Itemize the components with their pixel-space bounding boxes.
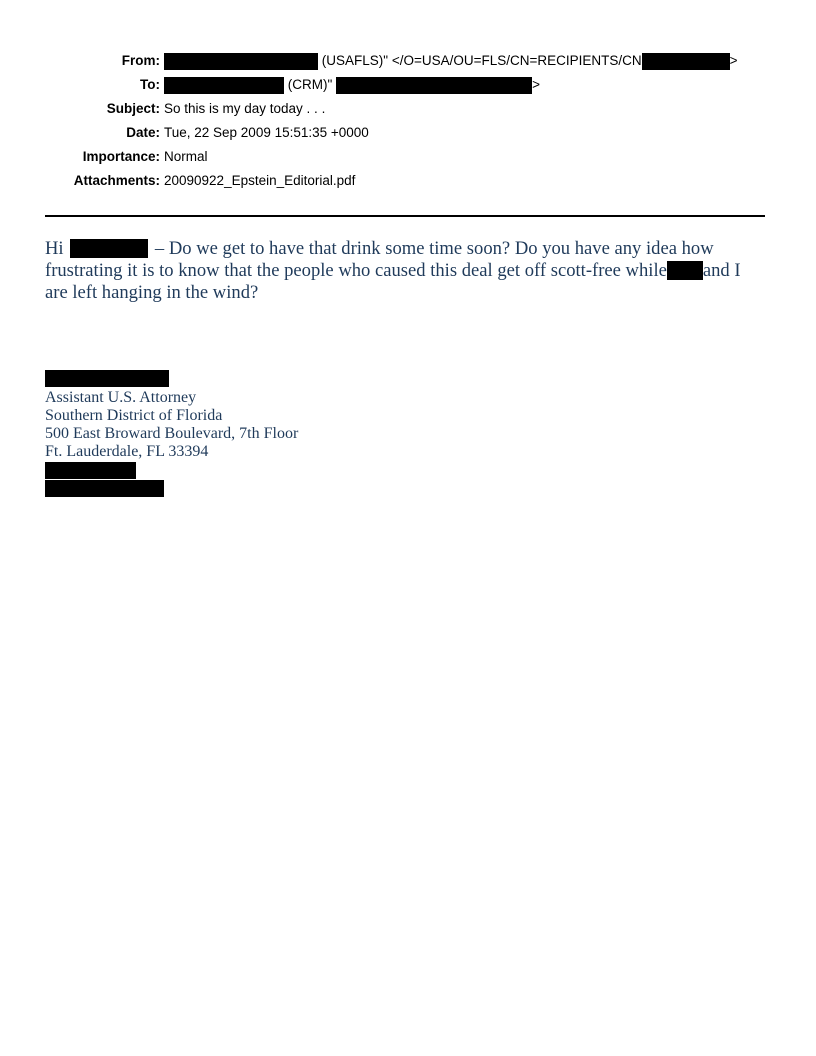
to-label: To:: [140, 77, 160, 92]
date-label: Date:: [126, 125, 160, 140]
redaction-bar: [164, 53, 318, 70]
to-address-text: (CRM)": [287, 77, 333, 93]
redaction-bar: [70, 239, 148, 258]
to-end: >: [532, 77, 540, 93]
subject-label: Subject:: [106, 101, 160, 116]
redaction-bar: [667, 261, 703, 280]
date-row: [0, 125, 816, 145]
attachments-label: Attachments:: [73, 173, 160, 188]
email-body: [45, 238, 760, 304]
body-text-part2: and I are left hanging in the wind?: [45, 260, 741, 303]
body-text-part1: – Do we get to have that drink some time soon? Do you have any idea how frustrating it is to know that the people who caused this deal get off scott-free while: [45, 238, 714, 281]
importance-label: Importance:: [82, 149, 160, 164]
attachments-row: [0, 173, 816, 193]
importance-row: [0, 149, 816, 169]
attachment-filename: 20090922_Epstein_Editorial.pdf: [164, 173, 356, 188]
importance-value: Normal: [164, 149, 208, 164]
from-end: >: [729, 53, 738, 69]
signature-title: Assistant U.S. Attorney: [45, 389, 197, 406]
greeting: Hi: [45, 238, 64, 259]
signature-name-redaction: [45, 370, 169, 387]
redaction-bar: [642, 53, 730, 70]
to-row: [0, 77, 816, 97]
signature-street: 500 East Broward Boulevard, 7th Floor: [45, 425, 299, 442]
subject-value: So this is my day today . . .: [164, 101, 326, 116]
subject-row: [0, 101, 816, 121]
from-label: From:: [121, 53, 160, 68]
from-row: [0, 53, 816, 73]
date-value: Tue, 22 Sep 2009 15:51:35 +0000: [164, 125, 369, 140]
signature-phone-redaction: [45, 462, 136, 479]
email-signature: [45, 370, 298, 497]
signature-email-redaction: [45, 480, 164, 497]
header-divider: [45, 215, 765, 217]
from-value: [164, 53, 738, 70]
signature-city: Ft. Lauderdale, FL 33394: [45, 443, 209, 460]
redaction-bar: [336, 77, 532, 94]
from-address-text: (USAFLS)" </O=USA/OU=FLS/CN=RECIPIENTS/CN: [321, 53, 642, 69]
signature-office: Southern District of Florida: [45, 407, 223, 424]
to-value: [164, 77, 540, 94]
redaction-bar: [164, 77, 284, 94]
